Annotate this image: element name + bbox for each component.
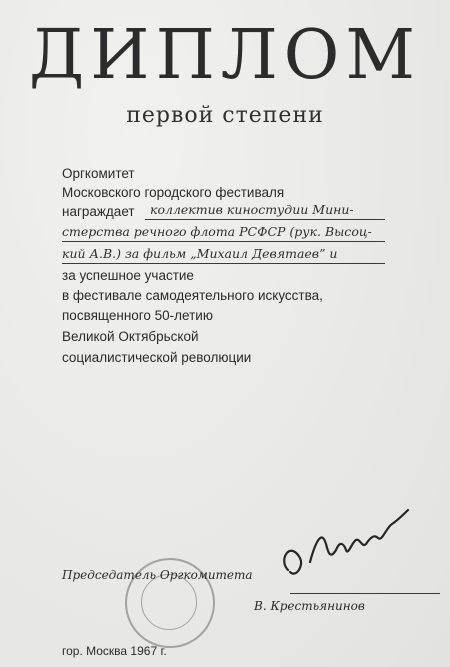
diploma-subtitle: первой степени [126,103,324,128]
body-line-5: социалистической революции [62,350,252,365]
organizer-line: Оргкомитет [62,166,135,181]
body-line-4: Великой Октябрьской [62,329,199,344]
body-line-1: за успешное участие [62,268,194,283]
fill-rule-2 [62,241,385,242]
handwritten-line-2: стерства речного флота РСФСР (рук. Высоц- [62,224,372,239]
fill-rule-3 [62,263,385,264]
signature [270,500,430,590]
signature-rule [290,593,440,594]
signer-name: В. Крестьянинов [254,599,365,613]
body-line-3: посвященного 50-летию [62,308,213,323]
signature-label: Председатель Оргкомитета [62,568,253,582]
festival-line: Московского городского фестиваля [62,185,285,200]
fill-rule-1 [145,219,385,220]
place-date: гор. Москва 1967 г. [62,644,167,658]
awards-line: награждает [62,204,135,219]
handwritten-line-3: кий А.В.) за фильм „Михаил Девятаев” и [62,246,338,261]
body-line-2: в фестивале самодеятельного искусства, [62,288,323,303]
diploma-title: ДИПЛОМ [28,16,421,95]
handwritten-line-1: коллектив киностудии Мини- [150,202,354,217]
